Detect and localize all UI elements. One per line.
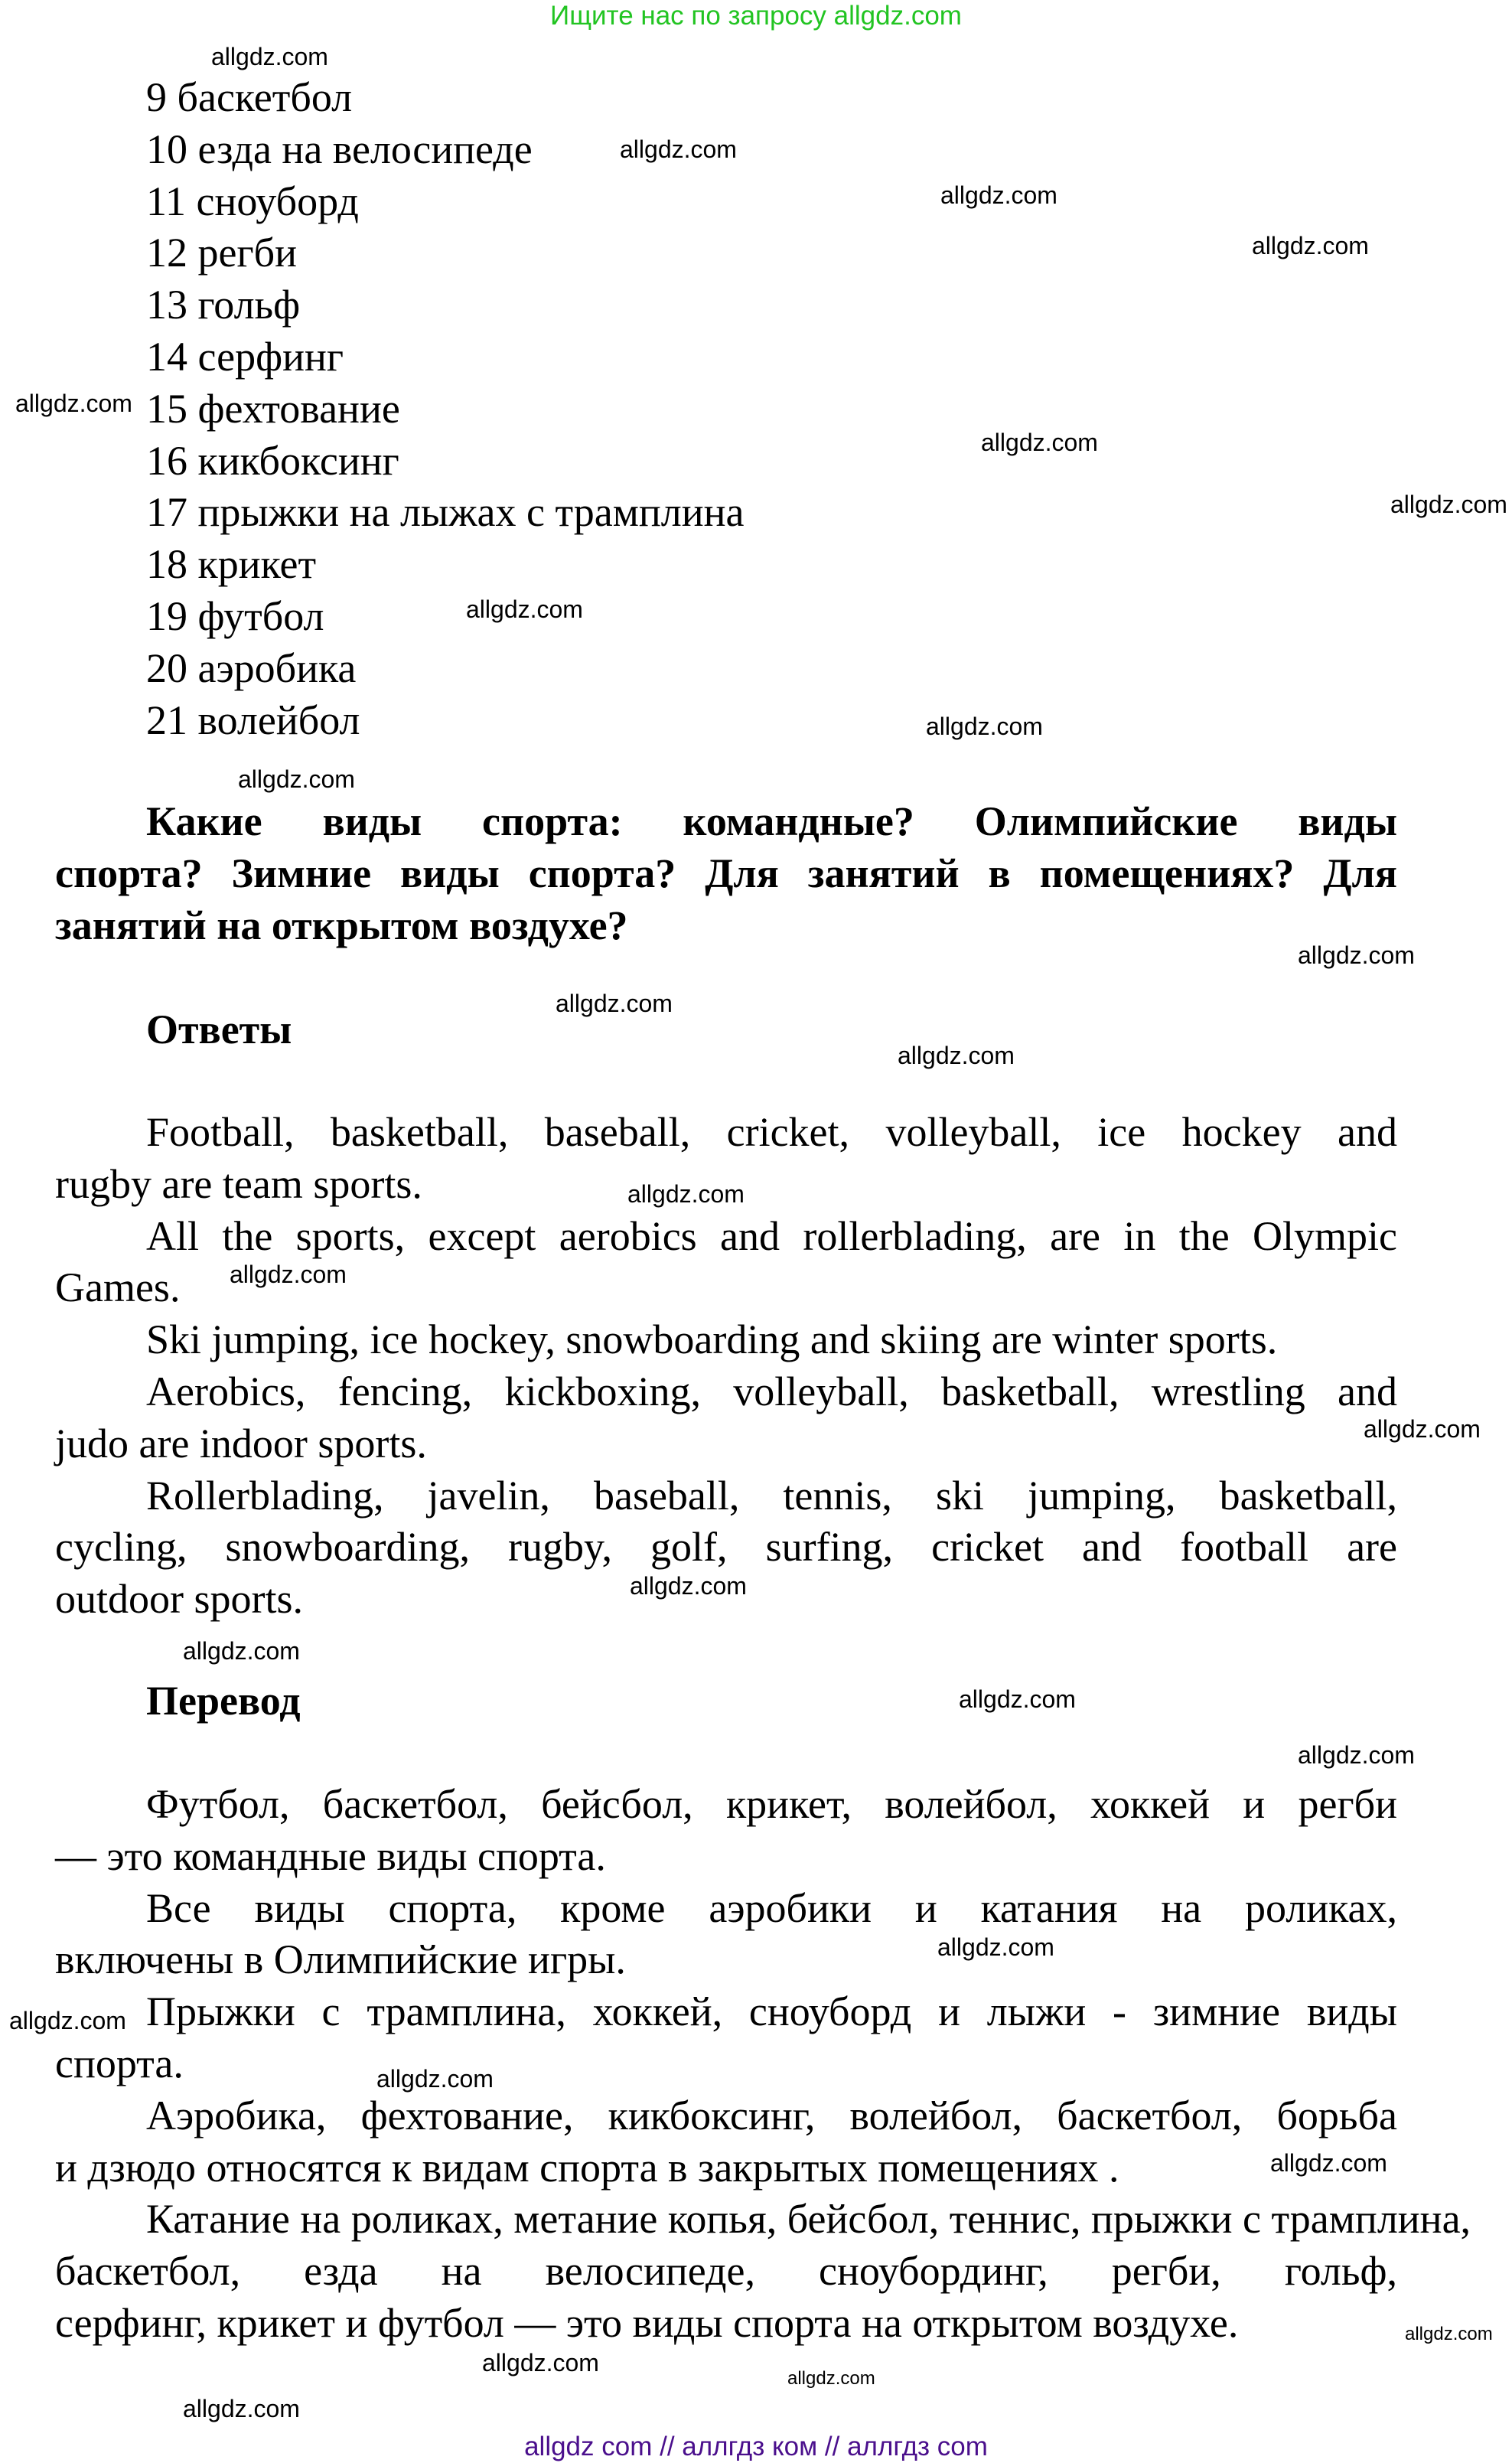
- list-item: 21 волейбол: [146, 696, 360, 743]
- text-line: outdoor sports.: [55, 1576, 303, 1623]
- footer-banner: allgdz com // аллгдз ком // аллгдз com: [524, 2432, 988, 2461]
- watermark: allgdz.com: [1390, 491, 1507, 518]
- text-line: Прыжки с трамплина, хоккей, сноуборд и лыжи - зимние виды: [146, 1988, 1397, 2035]
- watermark: allgdz.com: [15, 390, 132, 417]
- watermark: allgdz.com: [1364, 1415, 1481, 1443]
- answers-heading: Ответы: [146, 1006, 292, 1052]
- watermark: allgdz.com: [959, 1685, 1076, 1713]
- translation-paragraph: [55, 1779, 1397, 1883]
- text-line: серфинг, крикет и футбол — это виды спорта на открытом воздухе.: [55, 2299, 1239, 2346]
- text-line: спорта? Зимние виды спорта? Для занятий в помещениях? Для: [55, 850, 1397, 896]
- text-line: cycling, snowboarding, rugby, golf, surfing, cricket and football are: [55, 1524, 1397, 1571]
- answer-paragraph: [55, 1314, 1397, 1366]
- watermark: allgdz.com: [627, 1180, 745, 1208]
- watermark: allgdz.com: [1405, 2324, 1493, 2344]
- watermark: allgdz.com: [1298, 1741, 1415, 1769]
- text-line: — это командные виды спорта.: [55, 1832, 606, 1879]
- watermark: allgdz.com: [466, 595, 583, 623]
- watermark: allgdz.com: [937, 1933, 1054, 1961]
- list-item: 12 регби: [146, 230, 297, 276]
- answer-paragraph: [55, 1366, 1397, 1470]
- watermark: allgdz.com: [9, 2007, 126, 2034]
- list-item: 20 аэробика: [146, 644, 357, 691]
- sports-list: [146, 72, 744, 746]
- watermark: allgdz.com: [183, 2395, 300, 2422]
- watermark: allgdz.com: [211, 43, 328, 70]
- question: [55, 796, 1397, 951]
- text-line: judo are indoor sports.: [55, 1420, 427, 1466]
- list-item: 17 прыжки на лыжах с трамплина: [146, 489, 745, 536]
- answer-paragraph: [55, 1470, 1397, 1626]
- header-banner: Ищите нас по запросу allgdz.com: [550, 1, 962, 31]
- text-line: All the sports, except aerobics and rollerblading, are in the Olympic: [146, 1212, 1397, 1259]
- watermark: allgdz.com: [238, 765, 355, 793]
- text-line: Ski jumping, ice hockey, snowboarding and skiing are winter sports.: [146, 1316, 1278, 1363]
- text-line: Все виды спорта, кроме аэробики и катания на роликах,: [146, 1884, 1397, 1931]
- list-item: 14 серфинг: [146, 333, 344, 380]
- text-line: Аэробика, фехтование, кикбоксинг, волейбол, баскетбол, борьба: [146, 2092, 1397, 2138]
- translation-paragraph: [55, 2090, 1397, 2194]
- watermark: allgdz.com: [556, 990, 673, 1017]
- watermark: allgdz.com: [926, 713, 1043, 740]
- text-line: Rollerblading, javelin, baseball, tennis, ski jumping, basketball,: [146, 1472, 1397, 1519]
- watermark: allgdz.com: [940, 181, 1057, 209]
- list-item: 18 крикет: [146, 541, 317, 588]
- text-line: занятий на открытом воздухе?: [55, 902, 628, 948]
- text-line: и дзюдо относятся к видам спорта в закрытых помещениях .: [55, 2144, 1119, 2191]
- text-line: Катание на роликах, метание копья, бейсбол, теннис, прыжки с трамплина,: [146, 2196, 1471, 2243]
- watermark: allgdz.com: [981, 429, 1098, 456]
- watermark: allgdz.com: [1270, 2149, 1387, 2177]
- watermark: allgdz.com: [482, 2349, 599, 2377]
- text-line: Футбол, баскетбол, бейсбол, крикет, волейбол, хоккей и регби: [146, 1781, 1397, 1827]
- watermark: allgdz.com: [620, 135, 737, 163]
- list-item: 11 сноуборд: [146, 178, 359, 224]
- text-line: rugby are team sports.: [55, 1160, 422, 1207]
- list-item: 16 кикбоксинг: [146, 437, 399, 484]
- text-line: Какие виды спорта: командные? Олимпийские виды: [146, 798, 1397, 844]
- watermark: allgdz.com: [787, 2368, 875, 2389]
- text-line: Aerobics, fencing, kickboxing, volleyball, basketball, wrestling and: [146, 1368, 1397, 1414]
- watermark: allgdz.com: [1298, 941, 1415, 969]
- text-line: включены в Олимпийские игры.: [55, 1936, 626, 1983]
- text-line: Games.: [55, 1264, 181, 1311]
- list-item: 9 баскетбол: [146, 74, 353, 120]
- text-line: баскетбол, езда на велосипеде, сноубординг, регби, гольф,: [55, 2248, 1397, 2295]
- list-item: 10 езда на велосипеде: [146, 126, 533, 172]
- list-item: 19 футбол: [146, 592, 324, 639]
- watermark: allgdz.com: [898, 1042, 1015, 1069]
- watermark: allgdz.com: [1252, 232, 1369, 259]
- translation-paragraph: [55, 1986, 1397, 2090]
- text-line: спорта.: [55, 2040, 184, 2086]
- list-item: 13 гольф: [146, 282, 301, 328]
- text-line: Football, basketball, baseball, cricket, volleyball, ice hockey and: [146, 1109, 1397, 1155]
- watermark: allgdz.com: [183, 1637, 300, 1665]
- watermark: allgdz.com: [376, 2065, 494, 2093]
- watermark: allgdz.com: [230, 1261, 347, 1288]
- list-item: 15 фехтование: [146, 385, 400, 432]
- translation-paragraph: [55, 1883, 1397, 1987]
- translation-heading: Перевод: [146, 1678, 301, 1724]
- watermark: allgdz.com: [630, 1572, 747, 1600]
